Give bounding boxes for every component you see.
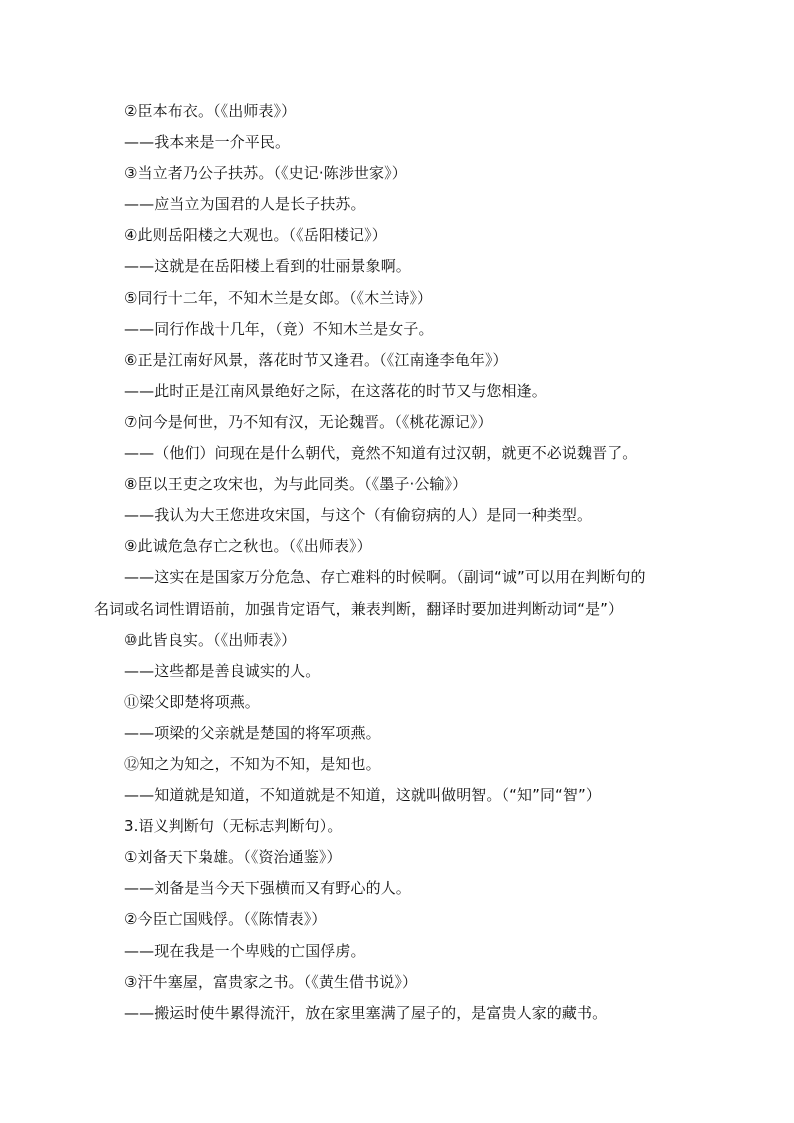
example-sentence: ②臣本布衣。（《出师表》） [124, 102, 297, 120]
translation-line: ——此时正是江南风景绝好之际，在这落花的时节又与您相逢。 [124, 381, 547, 400]
translation-line: ——同行作战十几年，（竟）不知木兰是女子。 [124, 319, 434, 338]
translation-line: ——搬运时使牛累得流汗，放在家里塞满了屋子的，是富贵人家的藏书。 [124, 1003, 608, 1022]
translation-line: ——现在我是一个卑贱的亡国俘虏。 [124, 941, 366, 960]
example-sentence: ⑦问今是何世，乃不知有汉，无论魏晋。（《桃花源记》） [124, 412, 493, 431]
translation-line: ——这实在是国家万分危急、存亡难料的时候啊。（副词“诚”可以用在判断句的 [124, 568, 646, 587]
translation-line: ——知道就是知道，不知道就是不知道，这就叫做明智。（“知”同“智”） [124, 786, 601, 805]
translation-line: ——我认为大王您进攻宋国，与这个（有偷窃病的人）是同一种类型。 [124, 506, 593, 525]
example-sentence: ⑩此皆良实。（《出师表》） [124, 630, 297, 649]
example-sentence: ⑤同行十二年，不知木兰是女郎。（《木兰诗》） [124, 288, 433, 307]
example-sentence: ②今臣亡国贱俘。（《陈情表》） [124, 910, 327, 929]
translation-line: ——这就是在岳阳楼上看到的壮丽景象啊。 [124, 257, 411, 276]
example-sentence: ⑫知之为知之，不知为不知，是知也。 [124, 754, 381, 773]
example-sentence: ①刘备天下枭雄。（《资治通鉴》） [124, 848, 342, 867]
translation-line: ——我本来是一介平民。 [124, 133, 291, 152]
translation-line: ——这些都是善良诚实的人。 [124, 661, 321, 680]
translation-line: ——（他们）问现在是什么朝代，竟然不知道有过汉朝，就更不必说魏晋了。 [124, 444, 638, 463]
example-sentence: ③当立者乃公子扶苏。（《史记·陈涉世家》） [124, 164, 407, 183]
document-body [94, 96, 704, 1029]
example-sentence: ④此则岳阳楼之大观也。（《岳阳楼记》） [124, 226, 387, 245]
example-sentence: ⑧臣以王吏之攻宋也，为与此同类。（《墨子·公输》） [124, 475, 468, 494]
translation-line: ——刘备是当今天下强横而又有野心的人。 [124, 879, 411, 898]
example-sentence: ⑥正是江南好风景，落花时节又逢君。（《江南逢李龟年》） [124, 350, 508, 369]
section-heading: 3.语义判断句（无标志判断句）。 [124, 817, 343, 836]
example-sentence: ③汗牛塞屋，富贵家之书。（《黄生借书说》） [124, 972, 418, 991]
translation-line: ——项梁的父亲就是楚国的将军项燕。 [124, 723, 381, 742]
translation-line: ——应当立为国君的人是长子扶苏。 [124, 195, 366, 214]
example-sentence: ⑨此诚危急存亡之秋也。（《出师表》） [124, 537, 372, 556]
translation-note-continued: 名词或名词性谓语前，加强肯定语气，兼表判断，翻译时要加进判断动词“是”） [94, 599, 624, 618]
example-sentence: ⑪梁父即楚将项燕。 [124, 692, 260, 711]
